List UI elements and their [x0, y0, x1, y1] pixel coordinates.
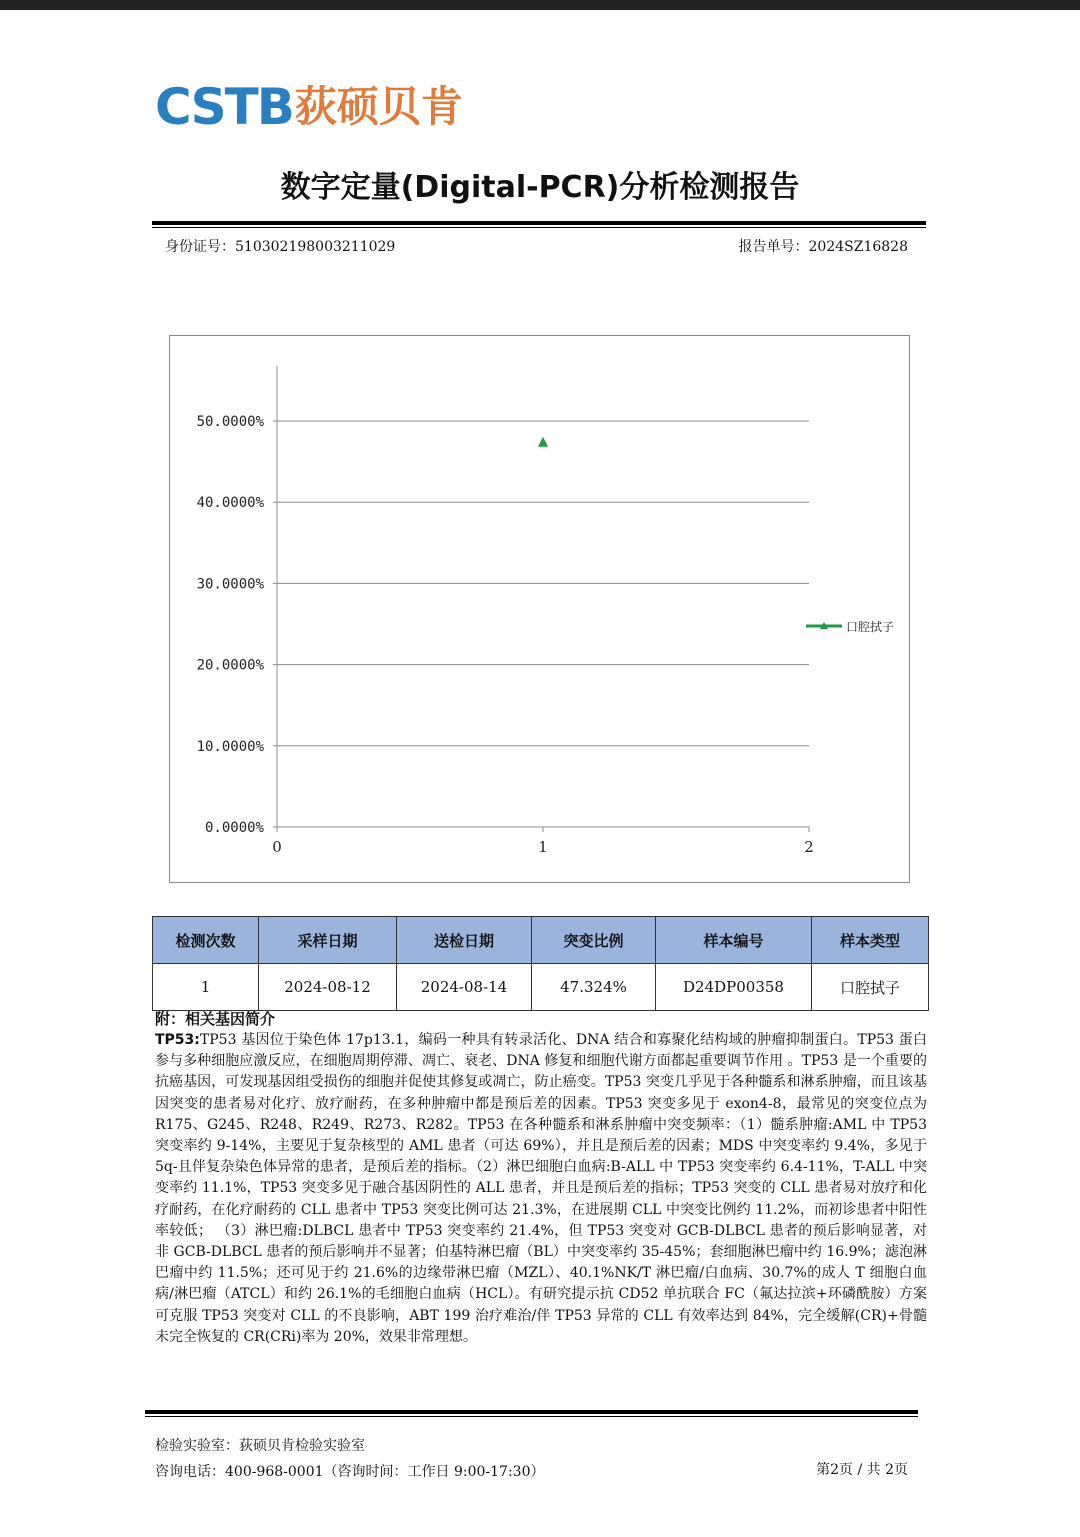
x-tick-label: 1	[538, 838, 548, 856]
appendix-gene-name: TP53:	[155, 1032, 200, 1048]
id-number-value: 510302198003211029	[235, 239, 396, 255]
id-number-label: 身份证号：	[165, 239, 235, 255]
y-tick-label: 40.0000%	[196, 495, 264, 512]
report-title: 数字定量(Digital-PCR)分析检测报告	[280, 170, 800, 205]
header-submission-date: 送检日期	[397, 917, 532, 964]
mutation-ratio-chart	[169, 335, 910, 883]
table-header-row	[153, 917, 929, 964]
y-tick-label: 20.0000%	[196, 657, 264, 674]
logo-chinese-text: 荻硕贝肯	[294, 82, 463, 131]
results-table	[152, 916, 929, 1011]
x-tick-label: 0	[272, 838, 282, 856]
logo-latin-text: CSTB	[155, 78, 293, 136]
report-number-value: 2024SZ16828	[808, 239, 908, 255]
header-sample-id: 样本编号	[656, 917, 812, 964]
header-rule-thin	[152, 227, 926, 228]
table-row	[153, 964, 929, 1011]
y-tick-label: 50.0000%	[196, 414, 264, 430]
footer-page-number: 第2页 / 共 2页	[816, 1462, 908, 1478]
footer-lab: 检验实验室：荻硕贝肯检验实验室	[155, 1438, 365, 1454]
x-tick-label: 2	[804, 838, 814, 856]
report-number	[739, 236, 908, 256]
legend-label: 口腔拭子	[846, 620, 895, 634]
y-tick-label: 0.0000%	[204, 820, 264, 836]
header-test-count: 检测次数	[153, 917, 259, 964]
header-sampling-date: 采样日期	[259, 917, 397, 964]
id-number	[165, 236, 395, 256]
top-border	[0, 0, 1080, 10]
report-number-label: 报告单号：	[738, 239, 809, 255]
company-logo	[155, 78, 463, 136]
cell-sample-id: D24DP00358	[656, 964, 812, 1011]
header-mutation-ratio: 突变比例	[532, 917, 656, 964]
header-rule-thick	[152, 221, 926, 225]
cell-submission-date: 2024-08-14	[397, 964, 532, 1011]
cell-mutation-ratio: 47.324%	[532, 964, 656, 1011]
appendix-body	[155, 1030, 927, 1348]
footer-rule-thin	[145, 1416, 918, 1417]
cell-test-count: 1	[153, 964, 259, 1011]
appendix-text: TP53 基因位于染色体 17p13.1，编码一种具有转录活化、DNA 结合和寡聚化结构域的肿瘤抑制蛋白。TP53 蛋白参与多种细胞应激反应，在细胞周期停滞、凋亡、衰老、DNA 修复和细胞代谢方面都起重要调节作用 。TP53 是一个重要的抗癌基因，可发现基因组受损伤的细胞并促使其修复或凋亡，防止癌变。TP53 突变几乎见于各种髓系和淋系肿瘤，而且该基因突变的患者易对化疗、放疗耐药，在多种肿瘤中都是预后差的因素。TP53 突变多见于 exon4-8，最常见的突变位点为 R175、G245、R248、R249、R273、R282。TP53 在各种髓系和淋系肿瘤中突变频率：（1）髓系肿瘤:AML 中 TP53 突变率约 9-14%，主要见于复杂核型的 AML 患者（可达 69%），并且是预后差的因素；MDS 中突变率约 9.4%，多见于 5q-且伴复杂染色体异常的患者，是预后差的指标。（2）淋巴细胞白血病:B-ALL 中 TP53 突变率约 6.4-11%，T-ALL 中突变率约 11.1%，TP53 突变多见于融合基因阴性的 ALL 患者，并且是预后差的指标；TP53 突变的 CLL 患者易对放疗和化疗耐药，在化疗耐药的 CLL 患者中 TP53 突变比例可达 21.3%，在进展期 CLL 中突变比例约 11.2%，而初诊患者中阳性率较低； （3）淋巴瘤:DLBCL 患者中 TP53 突变率约 21.4%，但 TP53 突变对 GCB-DLBCL 患者的预后影响显著，对非 GCB-DLBCL 患者的预后影响并不显著；伯基特淋巴瘤（BL）中突变率约 35-45%；套细胞淋巴瘤中约 16.9%；滤泡淋巴瘤中约 11.5%；还可见于约 21.6%的边缘带淋巴瘤（MZL）、40.1%NK/T 淋巴瘤/白血病、30.7%的成人 T 细胞白血病/淋巴瘤（ATCL）和约 26.1%的毛细胞白血病（HCL）。有研究提示抗 CD52 单抗联合 FC（氟达拉滨+环磷酰胺）方案可克服 TP53 突变对 CLL 的不良影响，ABT 199 治疗难治/伴 TP53 异常的 CLL 有效率达到 84%，完全缓解(CR)+骨髓未完全恢复的 CR(CRi)率为 20%，效果非常理想。	[155, 1032, 927, 1345]
y-tick-label: 30.0000%	[196, 576, 264, 593]
chart-svg	[170, 336, 911, 884]
y-tick-label: 10.0000%	[196, 738, 264, 755]
appendix-title: 附：相关基因简介	[155, 1010, 276, 1028]
header-sample-type: 样本类型	[812, 917, 929, 964]
cell-sample-type: 口腔拭子	[812, 964, 929, 1011]
cell-sampling-date: 2024-08-12	[259, 964, 397, 1011]
data-point-marker	[538, 437, 548, 447]
footer-rule-thick	[145, 1410, 918, 1414]
footer-phone: 咨询电话：400-968-0001（咨询时间：工作日 9:00-17:30）	[155, 1464, 545, 1480]
